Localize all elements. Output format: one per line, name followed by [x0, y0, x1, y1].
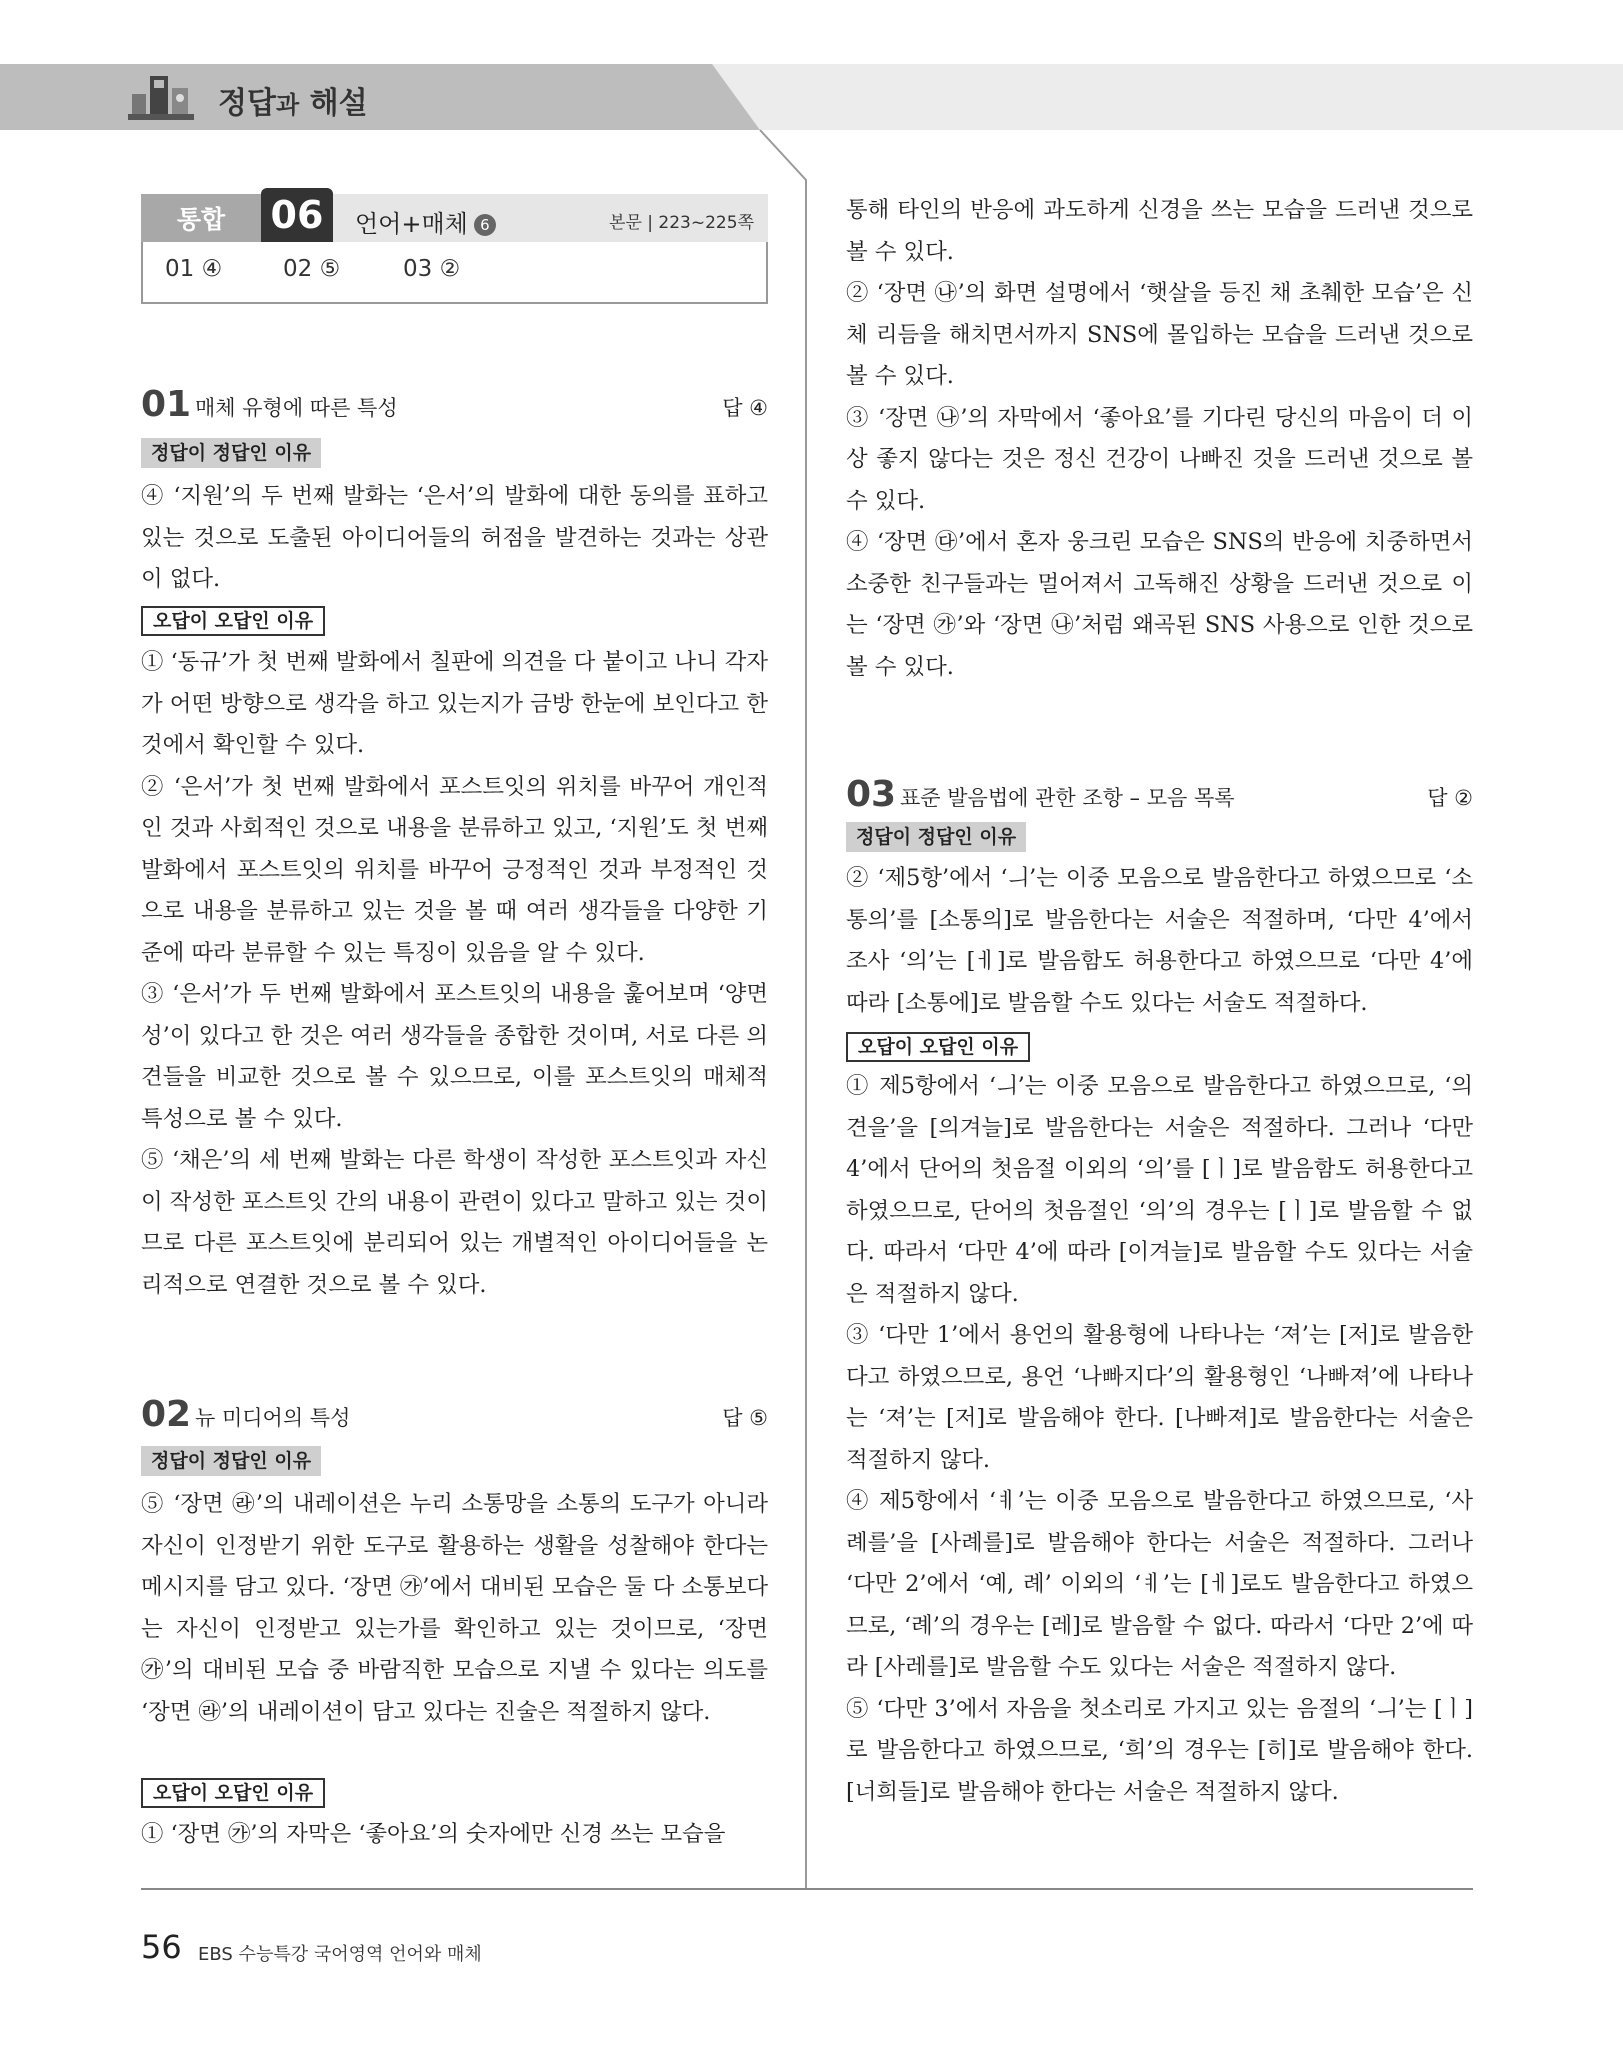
header-tab [0, 64, 760, 130]
correct-reason-label: 정답이 정답인 이유 [846, 822, 1026, 852]
book-title: EBS 수능특강 국어영역 언어와 매체 [198, 1944, 482, 1965]
header-title: 정답과 해설 [218, 86, 368, 121]
unit-circle-number: 6 [474, 214, 496, 236]
correct-reason-label: 정답이 정답인 이유 [141, 1446, 321, 1476]
section-title: 뉴 미디어의 특성 [195, 1406, 351, 1430]
section-answer: 답 ② [1427, 786, 1473, 810]
wrong-reason-label: 오답이 오답인 이유 [141, 1778, 325, 1808]
page-reference: 본문 | 223~225쪽 [609, 213, 754, 233]
wrong-reason-list [141, 642, 768, 1306]
wrong-reason-label: 오답이 오답인 이유 [141, 606, 325, 636]
answer-key-item: 02 ⑤ [283, 256, 341, 282]
wrong-reason-label: 오답이 오답인 이유 [846, 1032, 1030, 1062]
wrong-reason-item: ③ ‘다만 1’에서 용언의 활용형에 나타나는 ‘져’는 [저]로 발음한다고 하였으므로, 용언 ‘나빠지다’의 활용형인 ‘나빠져’에 나타나는 ‘져’는 [저]로 발음해야 한다. [나빠져]로 발음한다는 서술은 적절하지 않다. [846, 1322, 1473, 1473]
wrong-reason-item: ② ‘은서’가 첫 번째 발화에서 포스트잇의 위치를 바꾸어 개인적인 것과 사회적인 것으로 내용을 분류하고 있고, ‘지원’도 첫 번째 발화에서 포스트잇의 위치를 바꾸어 긍정적인 것과 부정적인 것으로 내용을 분류하고 있는 것을 볼 때 여러 생각들을 다양한 기준에 따라 분류할 수 있는 특징이 있음을 알 수 있다. [141, 773, 768, 966]
wrong-reason-item: ⑤ ‘다만 3’에서 자음을 첫소리로 가지고 있는 음절의 ‘ㅢ’는 [ㅣ]로 발음한다고 하였으므로, ‘희’의 경우는 [히]로 발음해야 한다. [너희들]로 발음해야 한다는 서술은 적절하지 않다. [846, 1695, 1473, 1805]
answer-key-item: 01 ④ [165, 256, 223, 282]
footer-rule [141, 1888, 1473, 1890]
wrong-reason-item: ① ‘동규’가 첫 번째 발화에서 칠판에 의견을 다 붙이고 나니 각자가 어떤 방향으로 생각을 하고 있는지가 금방 한눈에 보인다고 한 것에서 확인할 수 있다. [141, 649, 768, 758]
correct-reason-label: 정답이 정답인 이유 [141, 438, 321, 468]
section-number: 01 [141, 384, 192, 425]
wrong-reason-item: ③ ‘장면 ㉯’의 자막에서 ‘좋아요’를 기다린 당신의 마음이 더 이상 좋지 않다는 것은 정신 건강이 나빠진 것을 드러낸 것으로 볼 수 있다. [846, 404, 1473, 514]
unit-title: 언어+매체 6 [355, 204, 496, 239]
wrong-reason-item: ⑤ ‘채은’의 세 번째 발화는 다른 학생이 작성한 포스트잇과 자신이 작성한 포스트잇 간의 내용이 관련이 있다고 말하고 있는 것이므로 다른 포스트잇에 분리되어 있는 개별적인 아이디어들을 논리적으로 연결한 것으로 볼 수 있다. [141, 1147, 768, 1298]
section-03-header [846, 774, 1473, 814]
wrong-reason-item: ① ‘장면 ㉮’의 자막은 ‘좋아요’의 숫자에만 신경 쓰는 모습을 [141, 1821, 726, 1847]
section-02-header [141, 1394, 768, 1434]
correct-reason-text: ⑤ ‘장면 ㉱’의 내레이션은 누리 소통망을 소통의 도구가 아니라 자신이 인정받기 위한 도구로 활용하는 생활을 성찰해야 한다는 메시지를 담고 있다. ‘장면 ㉮’에서 대비된 모습은 둘 다 소통보다는 자신이 인정받고 있는가를 확인하고 있는 것이므로, ‘장면 ㉮’의 대비된 모습 중 바람직한 모습으로 지낼 수 있다는 의도를 ‘장면 ㉱’의 내레이션이 담고 있다는 진술은 적절하지 않다. [141, 1491, 768, 1725]
unit-number: 06 [261, 188, 333, 242]
section-answer: 답 ⑤ [722, 1406, 768, 1430]
correct-reason-text: ② ‘제5항’에서 ‘ㅢ’는 이중 모음으로 발음한다고 하였으므로 ‘소통의’를 [소통의]로 발음한다는 서술은 적절하며, ‘다만 4’에서 조사 ‘의’는 [ㅔ]로 발음함도 허용한다고 하였으므로 ‘다만 4’에 따라 [소통에]로 발음할 수도 있다는 서술도 적절하다. [846, 865, 1473, 1016]
page-number: 56 [141, 1928, 182, 1966]
section-number: 03 [846, 774, 897, 815]
wrong-reason-item: ④ ‘장면 ㉰’에서 혼자 웅크린 모습은 SNS의 반응에 치중하면서 소중한 친구들과는 멀어져서 고독해진 상황을 드러낸 것으로 이는 ‘장면 ㉮’와 ‘장면 ㉯’처럼 왜곡된 SNS 사용으로 인한 것으로 볼 수 있다. [846, 529, 1473, 680]
page-header [0, 64, 760, 130]
section-01-header [141, 384, 768, 424]
wrong-reason-item: ① 제5항에서 ‘ㅢ’는 이중 모음으로 발음한다고 하였으므로, ‘의견을’을 [의겨늘]로 발음한다는 서술은 적절하다. 그러나 ‘다만 4’에서 단어의 첫음절 이외의 ‘의’를 [ㅣ]로 발음함도 허용한다고 하였으므로, 단어의 첫음절인 ‘의’의 경우는 [ㅣ]로 발음할 수 없다. 따라서 ‘다만 4’에 따라 [이겨늘]로 발음할 수도 있다는 서술은 적절하지 않다. [846, 1073, 1473, 1307]
wrong-reason-item: 통해 타인의 반응에 과도하게 신경을 쓰는 모습을 드러낸 것으로 볼 수 있다. [846, 197, 1473, 265]
section-title: 매체 유형에 따른 특성 [195, 396, 398, 420]
wrong-reason-list [846, 1066, 1473, 1813]
section-answer: 답 ④ [722, 396, 768, 420]
wrong-reason-item: ④ 제5항에서 ‘ㅖ’는 이중 모음으로 발음한다고 하였으므로, ‘사례를’을 [사례를]로 발음해야 한다는 서술은 적절하다. 그러나 ‘다만 2’에서 ‘예, 례’ 이외의 ‘ㅖ’는 [ㅔ]로도 발음한다고 하였으므로, ‘례’의 경우는 [레]로 발음할 수 없다. 따라서 ‘다만 2’에 따라 [사레를]로 발음할 수도 있다는 서술은 적절하지 않다. [846, 1488, 1473, 1680]
answer-key-item: 03 ② [403, 256, 461, 282]
wrong-reason-list-continued [846, 190, 1473, 688]
wrong-reason-item: ③ ‘은서’가 두 번째 발화에서 포스트잇의 내용을 훑어보며 ‘양면성’이 있다고 한 것은 여러 생각들을 종합한 것이며, 서로 다른 의견들을 비교한 것으로 볼 수 있으므로, 이를 포스트잇의 매체적 특성으로 볼 수 있다. [141, 981, 768, 1132]
section-number: 02 [141, 1394, 192, 1435]
wrong-reason-item: ② ‘장면 ㉯’의 화면 설명에서 ‘햇살을 등진 채 초췌한 모습’은 신체 리듬을 해치면서까지 SNS에 몰입하는 모습을 드러낸 것으로 볼 수 있다. [846, 280, 1473, 389]
correct-reason-text: ④ ‘지원’의 두 번째 발화는 ‘은서’의 발화에 대한 동의를 표하고 있는 것으로 도출된 아이디어들의 허점을 발견하는 것과는 상관이 없다. [141, 483, 768, 592]
answer-box [141, 194, 768, 306]
study-desk-icon [126, 70, 196, 126]
category-label: 통합 [141, 194, 261, 242]
section-title: 표준 발음법에 관한 조항 – 모음 목록 [900, 786, 1235, 810]
